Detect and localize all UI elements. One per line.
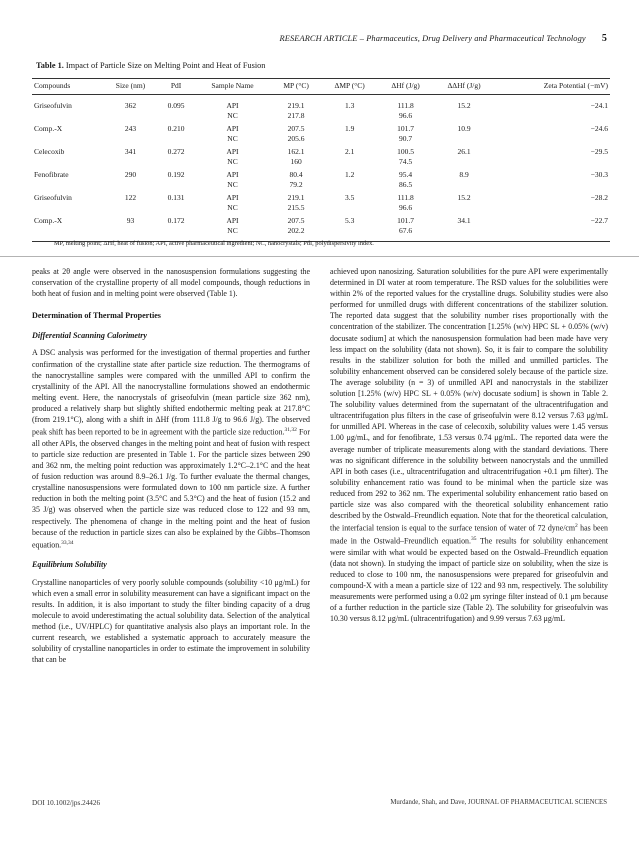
cell-mp: 80.4 [289,170,303,179]
cell-sample: NC [227,203,238,212]
cell-compound: Comp.-X [34,216,63,225]
cell-hf: 111.8 [397,101,414,110]
table-caption-text: Impact of Particle Size on Melting Point and Heat of Fusion [65,61,266,70]
section-heading-thermal: Determination of Thermal Properties [32,311,161,321]
cell-mp: 205.6 [287,134,305,143]
cell-pdi: 0.095 [167,101,185,110]
cell-hf: 111.8 [397,193,414,202]
col-header-size: Size (nm) [102,79,158,95]
paragraph-part1: achieved upon nanosizing. Saturation solubilities for the pure API were experimentally determined in DI water at room temperature. The RSD values for the solubilities were within 2% of the reported values for the crystalline drugs. Solubility studies were also performed for unmilled drugs with different concentrations of the stabilizer solution. The reported data suggest that the solubility number rises proportionally with the concentration of the stabilizer. The concentration [1.25% (w/v) HPC SL + 0.05% (w/v) docusate sodium] at which the nanosuspension formulation had been made have very less impact on the solubility (data not shown). So, it is fair to compare the solubility results in the stabilizer solution for both the milled and unmilled particles. The solubility enhancement observed can be considered solely because of the particle size. The average solubility (n = 3) of unmilled API and nanocrystals in the stabilizer solution [1.25% (w/v) HPC SL + 0.05% (w/v) docusate sodium] is shown in Table 2. The solubility values determined from the supernatant of the ultracentrifugation and ultracentrifugation plus filters in the case of griseofulvin were 8.12 versus 7.63 μg/mL for unmilled API. Whereas in the case of celecoxib, solubility values were 1.45 versus 1.00 μg/mL, and for fenofibrate, 1.53 versus 0.74 μg/mL. The reported data were the average number of triplicate measurements along with the standard deviations. There was no significant difference in the solubility between nanocrystals and the unmilled API in both cases (i.e., ultracentrifugation and ultracentrifugation +0.1 μm filter). The solubility enhancement ratio was found to be minimal when the particle size was reduced from 292 to 362 nm. The experimental solubility enhancement ratio based on particle size was also compared with the theoretical solubility enhancement ratio described by the Ostwald–Freundlich equation. Note that for the theoretical calculation, the interfacial tension is equal to the surface tension of water of 72 dyne/cm [330,267,608,533]
right-column [330,266,608,624]
table-row [32,180,610,190]
cell-delta-hf: 15.2 [457,193,471,202]
page-number: 5 [601,33,607,44]
left-column [32,266,310,665]
cell-size: 93 [126,216,135,225]
cell-delta-hf: 10.9 [457,124,471,133]
cell-sample: NC [227,180,238,189]
paragraph-solubility: Crystalline nanoparticles of very poorly soluble compounds (solubility <10 μg/mL) for which even a small error in solubility measurement can have a significant impact on the results. In addition, it is also important to study the filter binding capacity of a drug molecule to avoid underestimating the actual solubility data. Selection of the analytical method (i.e., UV/HPLC) for quantitative analysis also plays an important role. In the current research, we established a systematic approach to accurately measure the solubility of crystalline nanoparticles in order to estimate the improvement in solubility that can be [32,577,310,665]
table-caption [36,61,265,70]
footer-doi: DOI 10.1002/jps.24426 [32,799,101,807]
superscript: 2 [575,523,578,530]
cell-mp: 160 [290,157,302,166]
table-caption-label: Table 1. [36,61,64,70]
paragraph-dsc-part2: For all other APIs, the observed changes in the melting point and heat of fusion with respect to particle size reduction are presented in Table 1. For the particle sizes between 290 and 362 nm, the melting point reduction was approximately 1.2°C–2.1°C and the heat of fusion reduction was around 8.9–26.1 J/g. To further evaluate the thermal changes, crystalline nanosuspensions were formulated down to 100 nm particle size. A further reduction in both the melting point (3.5°C and 5.3°C) and the heat of fusion (15.2 and 35 J/g) was observed when the particle size was reduced close to 122 and 93 nm, respectively. The phenomena of change in the melting point and the heat of fusion because of the reduction in particle sizes can also be explained by the Gibbs–Thomson equation. [32,427,311,550]
cell-sample: API [226,216,239,225]
cell-delta-mp: 5.3 [344,216,355,225]
cell-pdi: 0.172 [167,216,185,225]
cell-zeta: −28.2 [590,193,608,202]
cell-size: 362 [124,101,137,110]
cell-hf: 96.6 [399,111,413,120]
cell-zeta: −24.6 [590,124,608,133]
paragraph-solubility-continued [330,266,608,624]
table-row [32,134,610,144]
col-header-delta-heat-of-fusion: ΔΔHf (J/g) [433,79,495,95]
table-row [32,157,610,167]
cell-mp: 217.8 [287,111,305,120]
cell-delta-mp: 1.3 [344,101,355,110]
cell-zeta: −24.1 [590,101,608,110]
cell-compound: Celecoxib [34,147,65,156]
col-header-mp: MP (°C) [271,79,320,95]
cell-hf: 74.5 [399,157,413,166]
cell-hf: 90.7 [399,134,413,143]
subsection-heading-dsc: Differential Scanning Calorimetry [32,331,147,341]
cell-sample: NC [227,111,238,120]
footer-citation: Murdande, Shah, and Dave, JOURNAL OF PHARMACEUTICAL SCIENCES [390,799,607,806]
cell-delta-hf: 8.9 [459,170,469,179]
table-row [32,213,610,226]
table-row [32,167,610,180]
cell-sample: API [226,101,239,110]
paragraph-dsc [32,347,310,550]
table-row [32,144,610,157]
col-header-sample-name: Sample Name [194,79,272,95]
subsection-heading-solubility: Equilibrium Solubility [32,560,107,570]
cell-hf: 67.6 [378,226,432,242]
cell-delta-mp: 2.1 [344,147,355,156]
table-row [32,203,610,213]
running-header [32,33,607,47]
cell-hf: 86.5 [399,180,413,189]
cell-sample: NC [227,157,238,166]
cell-compound: Comp.-X [34,124,63,133]
citation-ref: 33,34 [61,539,74,546]
cell-sample: NC [227,134,238,143]
citation-ref: 35 [470,535,477,542]
melting-point-table [32,78,610,242]
cell-mp: 162.1 [287,147,305,156]
cell-mp: 219.1 [287,101,305,110]
cell-delta-mp: 1.2 [344,170,355,179]
cell-mp: 219.1 [287,193,305,202]
table-row [32,121,610,134]
cell-size: 341 [124,147,137,156]
cell-sample: API [226,147,239,156]
cell-size: 122 [124,193,137,202]
running-title: RESEARCH ARTICLE – Pharmaceutics, Drug Delivery and Pharmaceutical Technology [279,34,586,43]
table-row [32,190,610,203]
section-divider [0,256,639,257]
cell-pdi: 0.272 [167,147,185,156]
cell-hf: 95.4 [399,170,413,179]
cell-hf: 100.5 [397,147,415,156]
cell-sample: API [226,170,239,179]
paragraph-intro: peaks at 2θ angle were observed in the nanosuspension formulations suggesting the conservation of the crystalline property of all model compounds, though reductions in both heat of fusion and in melting point were observed (Table 1). [32,267,310,299]
cell-pdi: 0.210 [167,124,185,133]
col-header-pdi: PdI [159,79,194,95]
cell-zeta: −30.3 [590,170,608,179]
col-header-zeta-potential: Zeta Potential (−mV) [495,79,610,95]
cell-sample: API [226,193,239,202]
cell-hf: 101.7 [397,216,415,225]
cell-delta-mp: 1.9 [344,124,355,133]
cell-mp: 79.2 [289,180,303,189]
cell-size: 243 [124,124,137,133]
cell-zeta: −22.7 [590,216,608,225]
cell-compound: Griseofulvin [34,101,72,110]
paragraph-part2: has been made in the Ostwald–Freundlich equation. [330,523,608,546]
paragraph-dsc-part1: A DSC analysis was performed for the investigation of thermal properties and further confirmation of the crystalline state after particle size reduction. The thermograms of the nanocrystalline samples were compared with the unmilled API to confirm the crystallinity of the API. All the nanocrystalline formulations showed an endothermic melting event. Here, the nanocrystals of griseofulvin (mean particle size 362 nm), produced a relatively sharp but slightly shifted endothermic melting peak at 217.8°C (from 219.1°C), along with a shift in ΔHf (from 111.8 J/g to 96.6 J/g). The observed peak shift has been reported to be in agreement with the particle size reduction. [32,348,310,437]
cell-hf: 96.6 [399,203,413,212]
cell-hf: 101.7 [397,124,415,133]
cell-mp: 215.5 [287,203,305,212]
paragraph-part3: The results for solubility enhancement were similar with what would be expected based on the Ostwald–Freundlich equation (data not shown). In studying the impact of particle size on solubility, when the size is reduced to close to 100 nm, the nanosuspensions were prepared for griseofulvin and compound-X with a mean a particle size of 122 and 93 nm, respectively. The solubility measurements were performed using a 0.02 μm syringe filter instead of 0.1 μm because of a further reduction in the particle size (Table 2). The solubility for griseofulvin was 10.30 versus 8.12 μg/mL (ultracentrifugation) and 9.99 versus 7.63 μg/mL [330,536,608,624]
col-header-heat-of-fusion: ΔHf (J/g) [378,79,432,95]
cell-size: 290 [124,170,137,179]
cell-delta-hf: 26.1 [457,147,471,156]
cell-zeta: −29.5 [590,147,608,156]
cell-sample: API [226,124,239,133]
cell-mp: 207.5 [287,216,305,225]
cell-compound: Fenofibrate [34,170,69,179]
citation-ref: 31,32 [284,427,297,434]
cell-delta-hf: 15.2 [457,101,471,110]
table-row [32,95,610,112]
table-row [32,111,610,121]
table-footnote: MP, melting point; ΔHf, heat of fusion; API, active pharmaceutical ingredient; NC, nanocrystals; PdI, polydispersivity index. [54,240,374,247]
cell-pdi: 0.131 [167,193,185,202]
col-header-compounds: Compounds [32,79,102,95]
cell-pdi: 0.192 [167,170,185,179]
cell-sample: NC [194,226,272,242]
col-header-delta-mp: ΔMP (°C) [321,79,379,95]
cell-mp: 207.5 [287,124,305,133]
cell-mp: 202.2 [271,226,320,242]
cell-delta-hf: 34.1 [457,216,471,225]
cell-compound: Griseofulvin [34,193,72,202]
table-header-row [32,79,610,95]
cell-delta-mp: 3.5 [344,193,355,202]
